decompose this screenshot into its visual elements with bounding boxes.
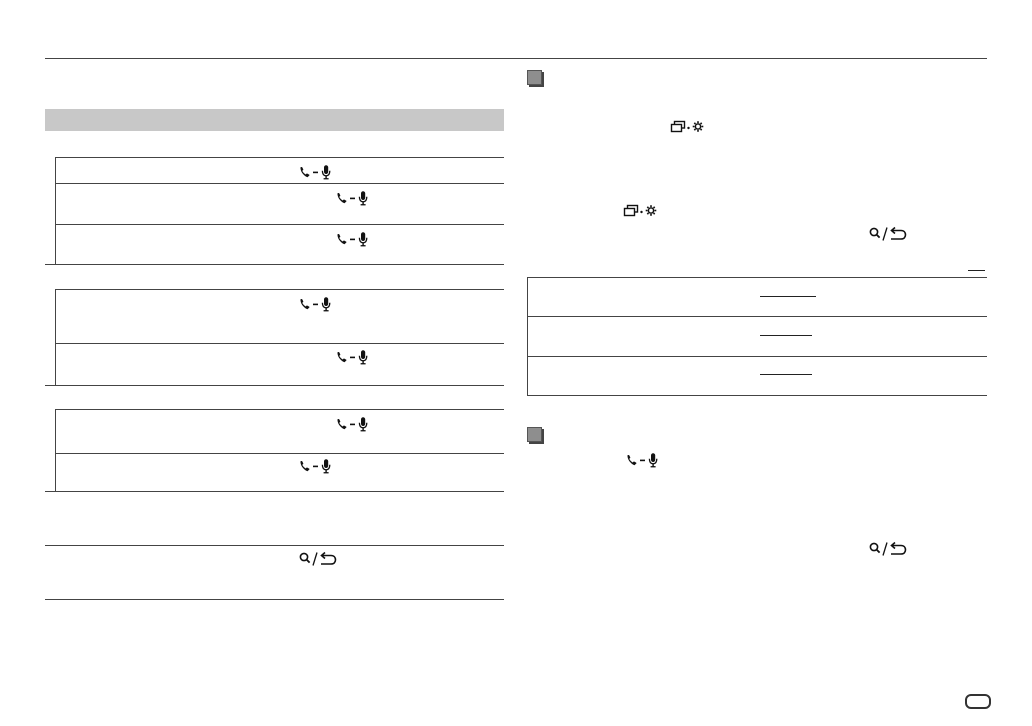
top-rule <box>45 58 987 59</box>
phone-mic-icon <box>298 296 334 312</box>
search-back-icon <box>868 226 908 242</box>
option-underline <box>760 335 812 336</box>
phone-mic-icon <box>298 458 334 474</box>
display-settings-icon <box>623 203 659 219</box>
phone-mic-icon <box>298 164 334 180</box>
phone-mic-icon <box>335 349 371 365</box>
search-back-icon <box>868 541 908 557</box>
phone-mic-icon <box>335 231 371 247</box>
search-back-icon <box>298 551 338 567</box>
phone-mic-icon <box>335 416 371 432</box>
section-header-band <box>45 109 504 131</box>
option-underline <box>760 374 812 375</box>
display-settings-icon <box>670 119 706 135</box>
default-marker <box>968 270 985 271</box>
square-bullet-icon <box>527 70 542 85</box>
square-bullet-icon <box>527 427 542 442</box>
option-underline <box>760 296 816 297</box>
phone-mic-icon <box>625 452 661 468</box>
phone-mic-icon <box>335 190 371 206</box>
page-number-badge <box>965 694 991 709</box>
